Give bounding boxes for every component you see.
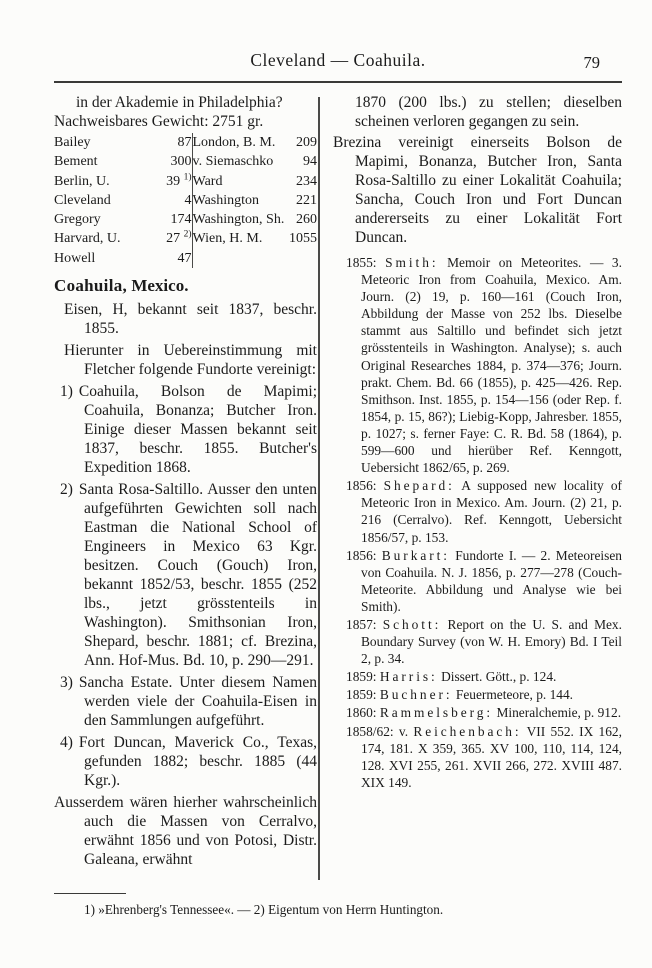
footnote-ref: 1) xyxy=(183,171,192,182)
bib-author: Rammelsberg: xyxy=(379,705,494,721)
bib-text: Memoir on Meteorites. — 3. Meteoric Iron from Coahuila, Mexico. Am. Journ. (2) 19, p. 160—161 (Couch Iron, Abbildung der Masse von 252 lbs. Dieselbe stammt aus Saltillo und befindet sich jetzt grösstenteils in Washington. Analyse); s. auch Original Researches 1884, p. 374—376; Journ. prakt. Chem. Bd. 66 (1855), p. 425—426. Rep. Smithson. Inst. 1855, p. 154—156 (oder Rep. f. 1854, p. 15, 86?); Liebig-Kopp, Jahresber. 1855, p. 1027; s. ferner Faye: C. R. Bd. 58 (1864), p. 599—600 und hierüber Ref. Kenngott, Uebersicht 1862/65, p. 269. xyxy=(361,255,622,476)
table-row xyxy=(54,172,317,191)
bib-author-prefix: v. xyxy=(398,723,414,739)
weights-table xyxy=(54,133,317,268)
item-text: Fort Duncan, Maverick Co., Texas, gefunden 1882; beschr. 1885 (44 Kgr.). xyxy=(78,734,317,790)
collection-name: v. Siemaschko xyxy=(192,154,274,170)
page-number: 79 xyxy=(583,53,600,72)
bibliography-entry xyxy=(333,477,622,545)
table-row xyxy=(54,191,317,210)
weight-value xyxy=(138,172,192,191)
weight-number: 27 xyxy=(166,231,181,247)
weight-summary-line: Nachweisbares Gewicht: 2751 gr. xyxy=(54,113,264,130)
bib-year: 1859: xyxy=(346,687,377,703)
weight-number: 4 xyxy=(184,192,192,208)
collection-name: Washington xyxy=(192,192,260,208)
table-row xyxy=(54,229,317,248)
weight-value xyxy=(289,249,317,268)
bib-text: Mineralchemie, p. 912. xyxy=(496,705,622,721)
weight-value: 260 xyxy=(296,212,317,228)
collection-name: Bailey xyxy=(54,135,91,150)
bibliography-entry xyxy=(333,668,622,685)
footnote: 1) »Ehrenberg's Tennessee«. — 2) Eigentum von Herrn Huntington. xyxy=(84,902,444,917)
bibliography-entry xyxy=(333,616,622,667)
collection-name: Ward xyxy=(192,173,223,189)
item-marker: 2) xyxy=(60,481,73,499)
bib-year: 1860: xyxy=(346,705,377,721)
weight-number: 87 xyxy=(177,135,192,150)
weight-value xyxy=(138,210,192,229)
collection-name: Howell xyxy=(54,250,96,266)
bib-text: Fundorte I. — 2. Meteoreisen von Coahuila. N. J. 1856, p. 277—278 (Couch-Meteorite. Abbildung und Analyse wie bei Smith). xyxy=(361,547,622,614)
weight-value: 94 xyxy=(303,154,317,170)
table-row xyxy=(54,210,317,229)
weight-value: 209 xyxy=(296,135,317,150)
bibliography-entry xyxy=(333,704,622,721)
list-item xyxy=(54,733,317,790)
item-text: Santa Rosa-Saltillo. Ausser den unten aufgeführten Gewichten soll nach Eastman die National School of Engineers in Mexico 63 Kgr. besitzen. Couch (Gouch) Iron, bekannt 1852/53, beschr. 1855 (252 lbs., jetzt grösstenteils in Washington). Smithsonian Iron, Shepard, beschr. 1881; cf. Brezina, Ann. Hof-Mus. Bd. 10, p. 290—291. xyxy=(78,481,317,670)
weight-value xyxy=(138,152,192,171)
list-item xyxy=(54,382,317,477)
bib-text: Feuermeteore, p. 144. xyxy=(455,687,574,703)
weight-value xyxy=(138,229,192,248)
bibliography-entry xyxy=(333,547,622,615)
table-row xyxy=(54,133,317,152)
right-column xyxy=(333,93,622,869)
table-row xyxy=(54,249,317,268)
left-column xyxy=(54,93,317,869)
item-text: Coahuila, Bolson de Mapimi; Coahuila, Bonanza; Butcher Iron. Einige dieser Massen bekannt seit 1837, beschr. 1855. Butcher's Expedition 1868. xyxy=(78,383,317,477)
bib-author: Harris: xyxy=(379,669,438,685)
bib-year: 1855: xyxy=(346,255,377,270)
collection-name: Gregory xyxy=(54,212,101,228)
weight-number: 300 xyxy=(170,154,192,170)
bib-year: 1859: xyxy=(346,669,377,685)
bibliography xyxy=(333,254,622,791)
header-rule xyxy=(54,81,622,83)
list-item xyxy=(54,480,317,670)
collection-name: Wien, H. M. xyxy=(192,231,263,247)
running-head xyxy=(54,50,622,76)
bib-author: Smith: xyxy=(385,255,439,270)
bibliography-entry xyxy=(333,254,622,476)
bibliography-entry xyxy=(333,686,622,703)
footnote-ref: 2) xyxy=(183,229,192,240)
collection-name xyxy=(192,249,289,268)
collection-name: Bement xyxy=(54,154,98,170)
bib-author: Shepard: xyxy=(383,478,455,494)
bibliography-entry xyxy=(333,723,622,791)
item-marker: 1) xyxy=(60,383,73,401)
paragraph-hierunter: Hierunter in Uebereinstimmung mit Fletcher folgende Fundorte vereinigt: xyxy=(64,342,317,379)
bib-text: Dissert. Gött., p. 124. xyxy=(441,669,557,685)
bib-author: Schott: xyxy=(382,616,442,632)
entry-name: Coahuila, xyxy=(54,276,128,296)
paragraph-brezina: Brezina vereinigt einerseits Bolson de Mapimi, Bonanza, Butcher Iron, Santa Rosa-Saltillo zu einer Lokalität Coahuila; Sancha, Couch Iron und Fort Duncan andererseits zu einer Lokalität Fort Duncan. xyxy=(333,134,622,246)
carryover-paragraph: 1870 (200 lbs.) zu stellen; dieselben scheinen verloren gegangen zu sein. xyxy=(355,94,622,130)
paragraph-eisen: Eisen, H, bekannt seit 1837, beschr. 1855. xyxy=(64,301,317,338)
collection-name: Washington, Sh. xyxy=(192,212,285,228)
weight-number: 47 xyxy=(177,250,192,266)
weight-value: 234 xyxy=(296,173,317,189)
bib-year: 1857: xyxy=(346,616,377,632)
item-marker: 3) xyxy=(60,674,73,692)
bib-text: VII 552. IX 162, 174, 181. X 359, 365. XV 100, 110, 114, 124, 128. XVI 255, 261. XVII 266, 272. XVIII 487. XIX 149. xyxy=(361,723,622,790)
list-item xyxy=(54,673,317,730)
bib-author: Burkart: xyxy=(381,547,450,563)
entry-location: Mexico. xyxy=(131,276,189,296)
bib-author: Buchner: xyxy=(379,687,453,703)
entry-heading xyxy=(54,275,317,297)
collection-name: Harvard, U. xyxy=(54,231,121,247)
weight-value: 221 xyxy=(296,192,317,208)
bib-text: Report on the U. S. and Mex. Boundary Survey (von W. H. Emory) Bd. I Teil 2, p. 34. xyxy=(361,616,622,667)
footnote-rule xyxy=(54,893,126,894)
item-marker: 4) xyxy=(60,734,73,752)
weight-value: 1055 xyxy=(289,231,317,247)
bib-author: Reichenbach: xyxy=(413,723,522,739)
bib-year: 1856: xyxy=(346,547,377,563)
collection-name: Berlin, U. xyxy=(54,173,110,189)
carryover-line: in der Akademie in Philadelphia? xyxy=(76,94,283,111)
collection-name: London, B. M. xyxy=(192,135,276,150)
collection-name: Cleveland xyxy=(54,192,111,208)
weight-value xyxy=(138,133,192,152)
weight-value xyxy=(138,191,192,210)
bib-year: 1858/62: xyxy=(346,723,394,739)
table-row xyxy=(54,152,317,171)
item-text: Sancha Estate. Unter diesem Namen werden viele der Coahuila-Eisen in den Sammlungen aufgeführt. xyxy=(78,674,317,730)
bib-year: 1856: xyxy=(346,478,377,494)
text-columns xyxy=(54,93,622,869)
weight-value xyxy=(138,249,192,268)
weight-number: 174 xyxy=(170,212,192,228)
weight-number: 39 xyxy=(166,173,181,189)
bib-text: A supposed new locality of Meteoric Iron in Mexico. Am. Journ. (2) 21, p. 216 (Cerralvo). Ref. Kenngott, Uebersicht 1856/57, p. 153. xyxy=(361,478,622,545)
paragraph-ausserdem: Ausserdem wären hierher wahrscheinlich auch die Massen von Cerralvo, erwähnt 1856 und von Potosi, Distr. Galeana, erwähnt xyxy=(54,794,317,869)
page-title: Cleveland — Coahuila. xyxy=(250,50,426,70)
